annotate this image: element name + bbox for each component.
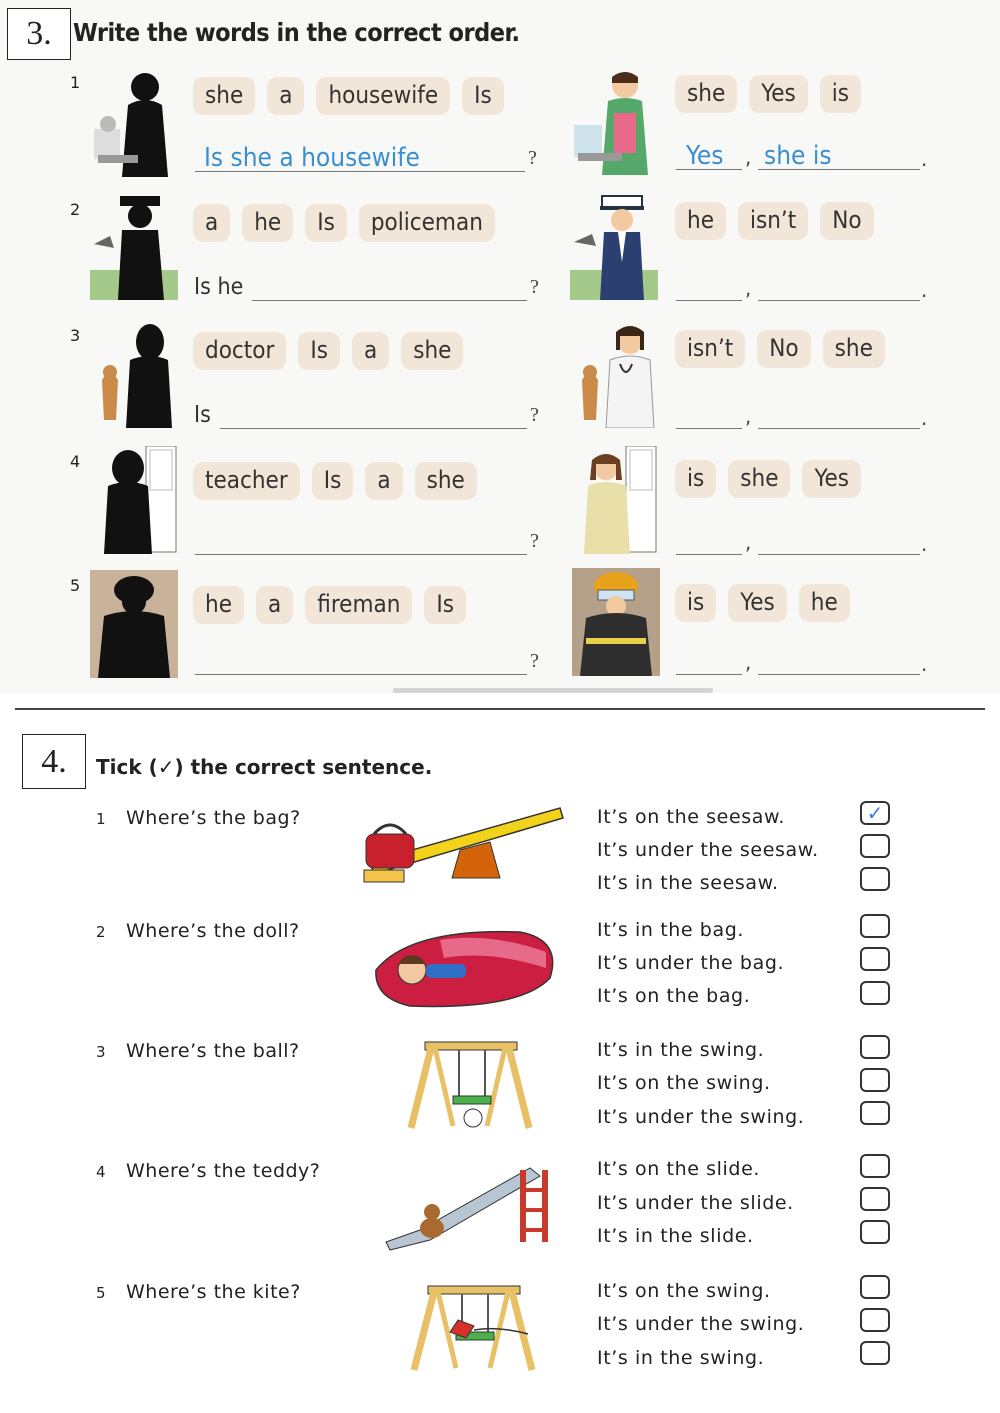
checkbox-2b[interactable] [860,947,890,971]
answer-text-1[interactable]: Yes [686,141,724,171]
exercise-3-row-1 [0,65,1000,190]
row-number: 2 [70,200,81,219]
word-chip[interactable]: he [675,202,726,240]
question-mark: ? [530,650,539,672]
option-5b: It’s under the swing. [597,1313,805,1335]
period: . [921,278,928,302]
checkbox-1c[interactable] [860,867,890,891]
ball-under-swing-picture [405,1036,535,1134]
policeman-picture [570,192,658,300]
bag-on-seesaw-picture [360,800,565,890]
exercise-4-title: Tick (✓) the correct sentence. [96,755,433,779]
section-divider [15,708,985,710]
row-number: 4 [70,452,81,471]
question-mark: ? [528,147,537,169]
word-chip[interactable]: she [823,330,885,368]
word-chip[interactable]: he [799,584,850,622]
word-chip[interactable]: Is [424,586,466,624]
question-4: 4 Where’s the teddy? [96,1160,321,1182]
word-chip[interactable]: she [675,75,737,113]
row-number: 5 [70,576,81,595]
word-chip[interactable]: policeman [359,204,495,242]
comma: , [745,530,752,554]
period: . [921,147,928,171]
word-chip[interactable]: Yes [749,75,808,113]
question-mark: ? [530,276,539,298]
housewife-picture [570,67,658,175]
kite-in-swing-picture [408,1280,538,1375]
word-chip[interactable]: fireman [305,586,412,624]
checkbox-5c[interactable] [860,1341,890,1365]
exercise-3-row-4 [0,446,1000,571]
row-number: 1 [70,73,81,92]
fireman-silhouette-picture [90,570,178,678]
option-4c: It’s in the slide. [597,1225,754,1247]
question-prefix: Is he [194,274,244,300]
answer-text-2[interactable]: she is [764,141,832,171]
word-chip[interactable]: teacher [193,462,300,500]
word-chip[interactable]: isn’t [675,330,745,368]
checkbox-5a[interactable] [860,1275,890,1299]
word-chip[interactable]: a [193,204,230,242]
comma: , [745,404,752,428]
question-answer-line[interactable] [195,644,527,675]
word-chip[interactable]: she [728,460,790,498]
word-chip[interactable]: Is [312,462,354,500]
word-chip[interactable]: Yes [802,460,861,498]
answer-line-2[interactable] [758,524,920,555]
checkbox-3a[interactable] [860,1035,890,1059]
answer-line-1[interactable] [676,270,742,301]
teacher-silhouette-picture [90,446,178,554]
question-prefix: Is [194,402,211,428]
exercise-3-number: 3. [7,8,71,60]
word-chip[interactable]: is [820,75,861,113]
option-1b: It’s under the seesaw. [597,839,819,861]
word-chip[interactable]: doctor [193,332,286,370]
exercise-3-row-5 [0,570,1000,695]
answer-line-1[interactable] [676,524,742,555]
checkbox-1a[interactable] [860,801,890,825]
option-2a: It’s in the bag. [597,919,745,941]
option-3c: It’s under the swing. [597,1106,805,1128]
question-5: 5 Where’s the kite? [96,1281,301,1303]
option-2c: It’s on the bag. [597,985,751,1007]
word-chip[interactable]: is [675,584,716,622]
checkbox-2a[interactable] [860,914,890,938]
word-chip[interactable]: isn’t [738,202,808,240]
period: . [921,652,928,676]
checkbox-5b[interactable] [860,1308,890,1332]
word-chip[interactable]: a [256,586,293,624]
option-1c: It’s in the seesaw. [597,872,779,894]
option-4a: It’s on the slide. [597,1158,761,1180]
option-2b: It’s under the bag. [597,952,785,974]
horizontal-scrollbar[interactable] [393,688,713,693]
comma: , [745,145,752,169]
exercise-3-row-2 [0,192,1000,317]
option-5c: It’s in the swing. [597,1347,765,1369]
answer-line-2[interactable] [758,644,920,675]
word-chip[interactable]: Is [305,204,347,242]
word-chip[interactable]: Is [462,77,504,115]
checkbox-2c[interactable] [860,981,890,1005]
question-3: 3 Where’s the ball? [96,1040,300,1062]
option-5a: It’s on the swing. [597,1280,771,1302]
word-chip[interactable]: she [193,77,255,115]
answer-line-2[interactable] [758,398,920,429]
answer-line-2[interactable] [758,270,920,301]
exercise-3-row-3 [0,320,1000,445]
period: . [921,406,928,430]
question-mark: ? [530,404,539,426]
question-1: 1 Where’s the bag? [96,807,301,829]
comma: , [745,650,752,674]
teddy-under-slide-picture [380,1160,560,1252]
tick-mark-icon: ✓ [866,801,884,825]
word-chip[interactable]: a [352,332,389,370]
word-chip[interactable]: a [365,462,402,500]
checkbox-4c[interactable] [860,1220,890,1244]
exercise-3-panel [0,0,1000,693]
question-answer-line[interactable] [220,398,527,429]
word-chip[interactable]: housewife [316,77,450,115]
answer-line-1[interactable] [676,644,742,675]
word-chip[interactable]: a [267,77,304,115]
word-chip[interactable]: she [401,332,463,370]
doll-in-bag-picture [370,918,565,1014]
checkbox-3c[interactable] [860,1101,890,1125]
question-2: 2 Where’s the doll? [96,920,300,942]
question-answer-line[interactable] [195,524,527,555]
word-chip[interactable]: No [757,330,810,368]
policeman-silhouette-picture [90,192,178,300]
checkbox-4b[interactable] [860,1187,890,1211]
fireman-picture [572,568,660,676]
exercise-4-number: 4. [22,734,86,789]
doctor-picture [570,320,658,428]
doctor-silhouette-picture [90,320,178,428]
word-chip[interactable]: he [242,204,293,242]
question-mark: ? [530,530,539,552]
option-1a: It’s on the seesaw. [597,806,786,828]
checkbox-3b[interactable] [860,1068,890,1092]
word-chip[interactable]: No [820,202,873,240]
question-answer-line[interactable] [252,270,527,301]
word-chip[interactable]: Yes [728,584,787,622]
option-4b: It’s under the slide. [597,1192,794,1214]
exercise-3-title: Write the words in the correct order. [73,18,520,47]
word-chip[interactable]: she [415,462,477,500]
question-answer-text[interactable]: Is she a housewife [204,143,420,173]
row-number: 3 [70,326,81,345]
word-chip[interactable]: Is [298,332,340,370]
answer-line-1[interactable] [676,398,742,429]
housewife-silhouette-picture [90,69,178,177]
checkbox-1b[interactable] [860,834,890,858]
teacher-picture [570,446,658,554]
comma: , [745,276,752,300]
word-chip[interactable]: is [675,460,716,498]
period: . [921,532,928,556]
option-3a: It’s in the swing. [597,1039,765,1061]
checkbox-4a[interactable] [860,1154,890,1178]
word-chip[interactable]: he [193,586,244,624]
option-3b: It’s on the swing. [597,1072,771,1094]
